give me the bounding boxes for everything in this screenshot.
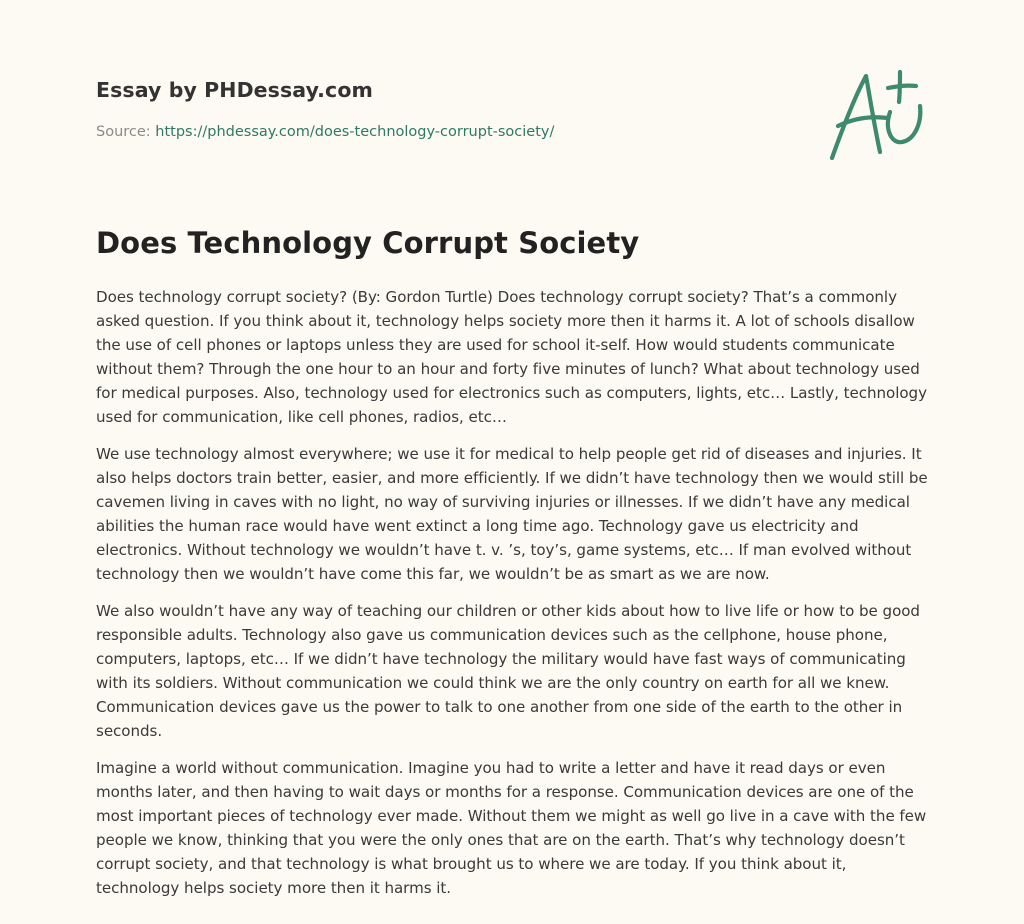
essay-paragraph: Does technology corrupt society? (By: Gordon Turtle) Does technology corrupt society? That’s a commonly asked question. If you think about it, technology helps society more then it harms it. A lot of schools disallow the use of cell phones or laptops unless they are used for school it-self. How would students communicate without them? Through the one hour to an hour and forty five minutes of lunch? What about technology used for medical purposes. Also, technology used for electronics such as computers, lights, etc… Lastly, technology used for communication, like cell phones, radios, etc… <box>96 288 927 426</box>
essay-body <box>96 285 928 913</box>
source-line <box>96 124 554 140</box>
brand-title: Essay by PHDessay.com <box>96 78 373 102</box>
logo-plus-horizontal <box>888 86 916 88</box>
source-label: Source: <box>96 124 156 140</box>
logo-loop <box>888 106 920 142</box>
a-plus-logo-icon <box>828 68 928 164</box>
essay-paragraph: We use technology almost everywhere; we use it for medical to help people get rid of diseases and injuries. It also helps doctors train better, easier, and more efficiently. If we didn’t have technology then we would still be cavemen living in caves with no light, no way of surviving injuries or illnesses. If we didn’t have any medical abilities the human race would have went extinct a long time ago. Technology gave us electricity and electronics. Without technology we wouldn’t have t. v. ’s, toy’s, game systems, etc… If man evolved without technology then we wouldn’t have come this far, we wouldn’t be as smart as we are now. <box>96 445 928 583</box>
source-link[interactable]: https://phdessay.com/does-technology-corrupt-society/ <box>155 124 555 140</box>
essay-title: Does Technology Corrupt Society <box>96 226 640 260</box>
essay-paragraph: Imagine a world without communication. Imagine you had to write a letter and have it read days or even months later, and then having to wait days or months for a response. Communication devices are one of the most important pieces of technology ever made. Without them we might as well go live in a cave with the few people we know, thinking that you were the only ones that are on the earth. That’s why technology doesn’t corrupt society, and that technology is what brought us to where we are today. If you think about it, technology helps society more then it harms it. <box>96 759 927 897</box>
essay-paragraph: We also wouldn’t have any way of teaching our children or other kids about how to live life or how to be good responsible adults. Technology also gave us communication devices such as the cellphone, house phone, computers, laptops, etc… If we didn’t have technology the military would have fast ways of communicating with its soldiers. Without communication we could think we are the only country on earth for all we knew. Communication devices gave us the power to talk to one another from one side of the earth to the other in seconds. <box>96 602 920 740</box>
